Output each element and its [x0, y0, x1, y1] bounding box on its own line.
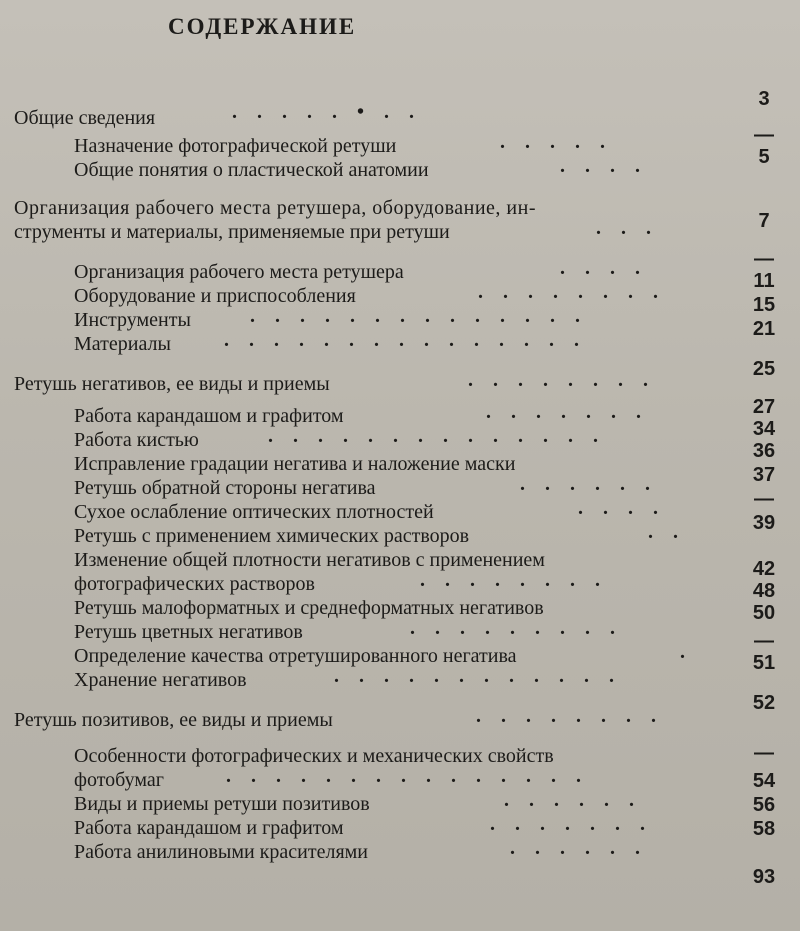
toc-section-workplace-cont: струменты и материалы, применяемые при ретуши	[14, 221, 450, 243]
toc-page-number: 7	[758, 210, 770, 232]
toc-page-number: 39	[752, 512, 776, 534]
toc-item: Особенности фотографических и механических свойств	[74, 745, 554, 767]
toc-page-number: 15	[752, 294, 776, 316]
toc-page-number: —	[754, 630, 774, 652]
toc-section-positives: Ретушь позитивов, ее виды и приемы	[14, 709, 333, 731]
toc-page-number: 25	[752, 358, 776, 380]
toc-page-number: —	[754, 248, 774, 270]
leader-dots: ........	[478, 281, 678, 303]
toc-section-general: Общие сведения	[14, 107, 156, 129]
toc-item: Виды и приемы ретуши позитивов	[74, 793, 370, 815]
leader-dots: ....	[560, 155, 660, 177]
toc-page-number: 56	[752, 794, 776, 816]
toc-page-number: —	[754, 124, 774, 146]
toc-page-number: 54	[752, 770, 776, 792]
toc-item: фотобумаг	[74, 769, 164, 791]
toc-item: Работа карандашом и графитом	[74, 817, 344, 839]
leader-dots: ......	[510, 837, 660, 859]
toc-item: Ретушь цветных негативов	[74, 621, 303, 643]
toc-page-number: 51	[752, 652, 776, 674]
leader-dots: ..............	[250, 305, 600, 327]
toc-page-number: 42	[752, 558, 776, 580]
toc-page-number: 50	[752, 602, 776, 624]
toc-item: Материалы	[74, 333, 171, 355]
leader-dots: ......	[520, 473, 670, 495]
leader-dots: .......	[486, 401, 661, 423]
leader-dots: .	[680, 641, 705, 663]
leader-dots: ...............	[226, 765, 601, 787]
toc-page-number: 5	[758, 146, 770, 168]
toc-page-number: 11	[753, 270, 775, 292]
toc-item: Определение качества отретушированного негатива	[74, 645, 517, 667]
leader-dots: .....•..	[232, 101, 435, 123]
toc-item: Хранение негативов	[74, 669, 247, 691]
toc-section-workplace: Организация рабочего места ретушера, оборудование, ин-	[14, 197, 536, 219]
leader-dots: ........	[476, 705, 676, 727]
toc-item: Назначение фотографической ретуши	[74, 135, 397, 157]
toc-page-number: 48	[752, 580, 776, 602]
page-title: СОДЕРЖАНИЕ	[168, 14, 357, 39]
toc-page-number: —	[754, 488, 774, 510]
leader-dots: ....	[578, 497, 678, 519]
toc-item: Ретушь с применением химических растворов	[74, 525, 470, 547]
leader-dots: .......	[490, 813, 665, 835]
toc-item: Сухое ослабление оптических плотностей	[74, 501, 434, 523]
leader-dots: ..	[648, 521, 698, 543]
toc-page-number: 3	[758, 88, 770, 110]
toc-item: Оборудование и приспособления	[74, 285, 356, 307]
toc-item: Общие понятия о пластической анатомии	[74, 159, 429, 181]
toc-page-number: 34	[752, 418, 776, 440]
leader-dots: ....	[560, 257, 660, 279]
leader-dots: ...	[596, 217, 671, 239]
toc-item: Исправление градации негатива и наложение маски	[74, 453, 516, 475]
toc-item: Изменение общей плотности негативов с применением	[74, 549, 545, 571]
toc-item: Инструменты	[74, 309, 191, 331]
leader-dots: .........	[410, 617, 635, 639]
leader-dots: ..............	[268, 425, 618, 447]
toc-item: Ретушь обратной стороны негатива	[74, 477, 376, 499]
toc-section-negatives: Ретушь негативов, ее виды и приемы	[14, 373, 330, 395]
leader-dots: ...............	[224, 329, 599, 351]
toc-page-number: 27	[752, 396, 776, 418]
toc-item: Организация рабочего места ретушера	[74, 261, 404, 283]
toc-page-number: 93	[752, 866, 776, 888]
leader-dots: ......	[504, 789, 654, 811]
toc-page-number: 37	[752, 464, 776, 486]
toc-page-number: 21	[752, 318, 776, 340]
toc-page-number: 52	[752, 692, 776, 714]
leader-dots: ........	[420, 569, 620, 591]
toc-item: Работа карандашом и графитом	[74, 405, 344, 427]
leader-dots: .....	[500, 131, 625, 153]
toc-item: Работа анилиновыми красителями	[74, 841, 369, 863]
toc-page-number: 36	[752, 440, 776, 462]
leader-dots: ........	[468, 369, 668, 391]
toc-page-number: —	[754, 742, 774, 764]
toc-item: Работа кистью	[74, 429, 199, 451]
toc-item: фотографических растворов	[74, 573, 315, 595]
toc-item: Ретушь малоформатных и среднеформатных негативов	[74, 597, 544, 619]
toc-page-number: 58	[752, 818, 776, 840]
leader-dots: ............	[334, 665, 634, 687]
